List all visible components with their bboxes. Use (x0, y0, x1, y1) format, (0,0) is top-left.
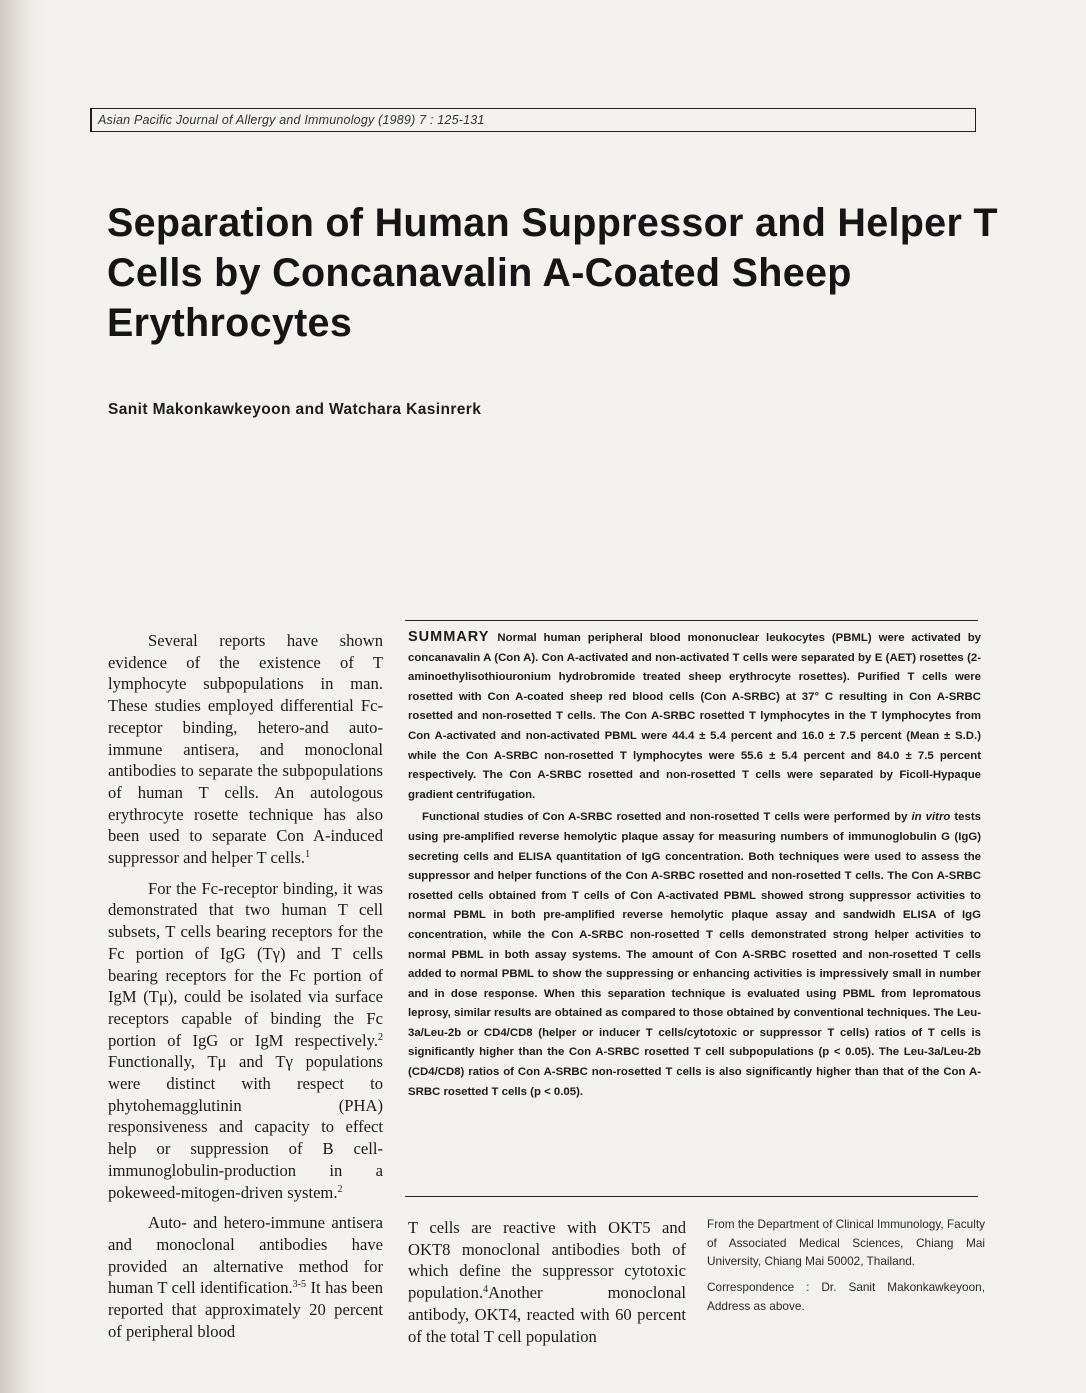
intro-paragraph-2-text-a: For the Fc-receptor binding, it was demonstrated that two human T cell subsets, T cells bearing receptors for the Fc portion of IgG (Tγ) and T cells bearing receptors for the Fc portion of IgM (Tμ), could be isolated via surface receptors capable of binding the Fc portion of IgG or IgM respectively. (108, 878, 383, 1050)
article-authors: Sanit Makonkawkeyoon and Watchara Kasinrerk (108, 401, 482, 418)
journal-header-box (90, 108, 976, 132)
middle-paragraph-text-a: T cells are reactive with OKT5 and OKT8 monoclonal antibodies both of which define the suppressor cytotoxic population. (408, 1218, 686, 1303)
middle-paragraph (408, 1217, 686, 1347)
summary-italic-term: in vitro (911, 811, 951, 824)
intro-paragraph-2-text-b: Functionally, Tμ and Tγ populations were distinct with respect to phytohemagglutinin (PHA) responsiveness and capacity to effect help or suppression of B cell-immunoglobulin-production in a pokeweed-mitogen-driven system. (108, 1052, 383, 1202)
citation-ref: 1 (305, 849, 311, 861)
summary-paragraph-2 (408, 808, 981, 1102)
middle-paragraph-text-b: Another monoclonal antibody, OKT4, reacted with 60 percent of the total T cell population (408, 1283, 686, 1346)
summary-top-rule (405, 620, 978, 621)
summary-paragraph-2-text-b: tests using pre-amplified reverse hemolytic plaque assay for measuring numbers of immunoglobulin G (IgG) secreting cells and ELISA quantitation of IgG concentration. Both techniques were used to assess the suppressor and helper functions of the Con A-SRBC rosetted and non-rosetted T cells. The Con A-SRBC rosetted cells obtained from T cells of Con A-activated PBML showed strong suppressor activities to normal PBML in both pre-amplified reverse hemolytic plaque assay and sandwidh ELISA of IgG concentration, while the Con A-SRBC non-rosetted T cells demonstrated strong helper activities to normal PBML in both assay systems. The amount of Con A-SRBC rosetted and non-rosetted T cells added to normal PBML to show the suppressing or enhancing activities is impressively small in number and in dose response. When this separation technique is evaluated using PBML from lepromatous leprosy, similar results are obtained as compared to those obtained by conventional techniques. The Leu-3a/Leu-2b or CD4/CD8 (helper or inducer T cells/cytotoxic or suppressor T cells) ratios of T cells is significantly higher than the Con A-SRBC rosetted T cell subpopulations (p < 0.05). The Leu-3a/Leu-2b (CD4/CD8) ratios of Con A-SRBC non-rosetted T cells is also significantly higher than that of the Con A-SRBC rosetted T cells (p < 0.05). (408, 811, 981, 1098)
intro-paragraph-1-text: Several reports have shown evidence of the existence of T lymphocyte subpopulations in man. These studies employed differential Fc-receptor binding, hetero-and auto-immune antisera, and monoclonal antibodies to separate the subpopulations of human T cells. An autologous erythrocyte rosette technique has also been used to separate Con A-induced suppressor and helper T cells. (108, 631, 383, 868)
summary-paragraph-1 (408, 628, 981, 805)
citation-ref: 2 (378, 1031, 383, 1043)
citation-ref: 3-5 (292, 1279, 307, 1291)
body-middle-column (408, 1217, 686, 1347)
summary-abstract (408, 628, 981, 1102)
intro-left-column (108, 630, 383, 1343)
correspondence-text: Correspondence : Dr. Sanit Makonkawkeyoon, Address as above. (707, 1280, 985, 1313)
intro-paragraph-3 (108, 1212, 383, 1342)
intro-paragraph-2 (108, 878, 383, 1204)
citation-ref: 2 (337, 1183, 343, 1195)
citation-ref: 4 (483, 1284, 489, 1296)
page-edge-shadow (0, 0, 46, 1393)
journal-citation: Asian Pacific Journal of Allergy and Immunology (1989) 7 : 125-131 (98, 113, 485, 127)
intro-paragraph-3-text-a: Auto- and hetero-immune antisera and monoclonal antibodies have provided an alternative method for human T cell identification. (108, 1213, 383, 1298)
affiliation-footnote (707, 1215, 985, 1316)
summary-bottom-rule (405, 1196, 978, 1197)
intro-paragraph-1 (108, 630, 383, 869)
summary-heading: SUMMARY (408, 629, 490, 645)
affiliation-text: From the Department of Clinical Immunology, Faculty of Associated Medical Sciences, Chiang Mai University, Chiang Mai 50002, Thailand. (707, 1217, 985, 1269)
summary-paragraph-1-text: Normal human peripheral blood mononuclear leukocytes (PBML) were activated by concanavalin A (Con A). Con A-activated and non-activated T cells were separated by E (AET) rosettes (2-aminoethylisothiouronium hydrobromide treated sheep erythrocyte rosettes). Purified T cells were rosetted with Con A-coated sheep red blood cells (Con A-SRBC) at 37° C resulting in Con A-SRBC rosetted and non-rosetted T cells. The Con A-SRBC rosetted T lymphocytes in the T lymphocytes from Con A-activated and non-activated PBML were 44.4 ± 5.4 percent and 16.0 ± 7.5 percent (Mean ± S.D.) while the Con A-SRBC non-rosetted T lymphocytes were 55.6 ± 5.4 percent and 84.0 ± 7.5 percent respectively. The Con A-SRBC rosetted and non-rosetted T cells were separated by Ficoll-Hypaque gradient centrifugation. (408, 632, 981, 801)
article-title: Separation of Human Suppressor and Helper T Cells by Concanavalin A-Coated Sheep Erythrocytes (107, 201, 998, 345)
summary-paragraph-2-text-a: Functional studies of Con A-SRBC rosetted and non-rosetted T cells were performed by (422, 811, 912, 824)
intro-paragraph-3-text-b: It has been reported that approximately 20 percent of peripheral blood (108, 1278, 383, 1341)
